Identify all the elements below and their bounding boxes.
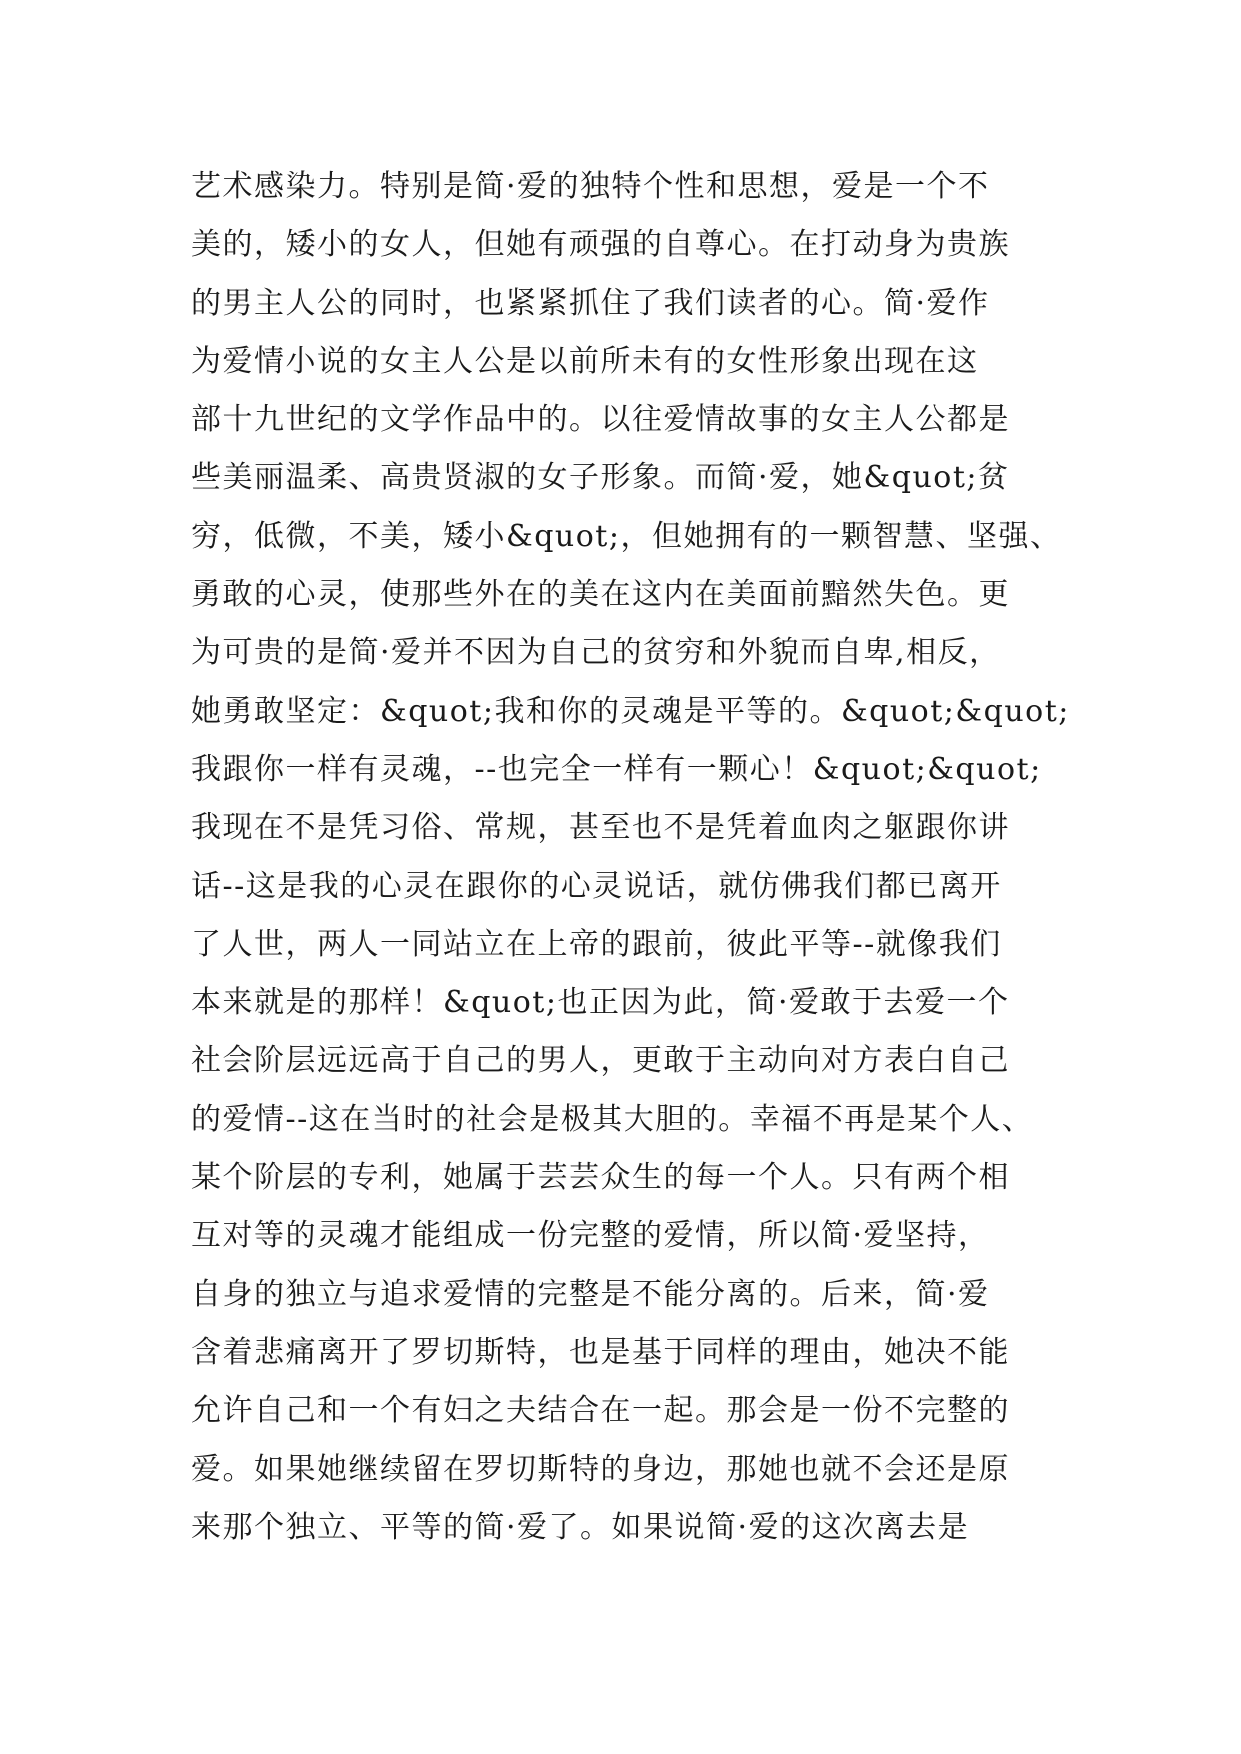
- text-line: 含着悲痛离开了罗切斯特，也是基于同样的理由，她决不能: [191, 1334, 1010, 1370]
- text-line: 社会阶层远远高于自己的男人，更敢于主动向对方表白自己: [191, 1043, 1010, 1079]
- text-line: 部十九世纪的文学作品中的。以往爱情故事的女主人公都是: [191, 402, 1010, 438]
- text-line: 自身的独立与追求爱情的完整是不能分离的。后来，简·爱: [191, 1276, 990, 1312]
- text-line: 了人世，两人一同站立在上帝的跟前，彼此平等--就像我们: [191, 926, 1002, 962]
- text-line: 为可贵的是简·爱并不因为自己的贫穷和外貌而自卑,相反，: [191, 635, 1001, 671]
- text-line: 我跟你一样有灵魂，--也完全一样有一颗心！&quot;&quot;: [191, 751, 1042, 787]
- text-line: 的爱情--这在当时的社会是极其大胆的。幸福不再是某个人、: [191, 1101, 1034, 1137]
- text-line: 为爱情小说的女主人公是以前所未有的女性形象出现在这: [191, 343, 979, 379]
- text-line: 穷，低微，不美，矮小&quot;，但她拥有的一颗智慧、坚强、: [191, 518, 1062, 554]
- text-line: 美的，矮小的女人，但她有顽强的自尊心。在打动身为贵族: [191, 227, 1010, 263]
- text-line: 话--这是我的心灵在跟你的心灵说话，就仿佛我们都已离开: [191, 868, 1002, 904]
- text-line: 来那个独立、平等的简·爱了。如果说简·爱的这次离去是: [191, 1509, 970, 1545]
- text-line: 的男主人公的同时，也紧紧抓住了我们读者的心。简·爱作: [191, 285, 990, 321]
- text-line: 爱。如果她继续留在罗切斯特的身边，那她也就不会还是原: [191, 1451, 1010, 1487]
- text-line: 本来就是的那样！&quot;也正因为此，简·爱敢于去爱一个: [191, 985, 1010, 1021]
- text-line: 艺术感染力。特别是简·爱的独特个性和思想，爱是一个不: [191, 169, 990, 204]
- text-line: 允许自己和一个有妇之夫结合在一起。那会是一份不完整的: [191, 1393, 1010, 1429]
- text-line: 我现在不是凭习俗、常规，甚至也不是凭着血肉之躯跟你讲: [191, 810, 1010, 846]
- text-line: 某个阶层的专利，她属于芸芸众生的每一个人。只有两个相: [191, 1160, 1010, 1196]
- text-line: 她勇敢坚定：&quot;我和你的灵魂是平等的。&quot;&quot;: [191, 693, 1070, 729]
- text-line: 互对等的灵魂才能组成一份完整的爱情，所以简·爱坚持，: [191, 1218, 990, 1254]
- text-line: 勇敢的心灵，使那些外在的美在这内在美面前黯然失色。更: [191, 577, 1010, 613]
- text-line: 些美丽温柔、高贵贤淑的女子形象。而简·爱，她&quot;贫: [191, 460, 1010, 496]
- body-text: [191, 158, 1071, 1557]
